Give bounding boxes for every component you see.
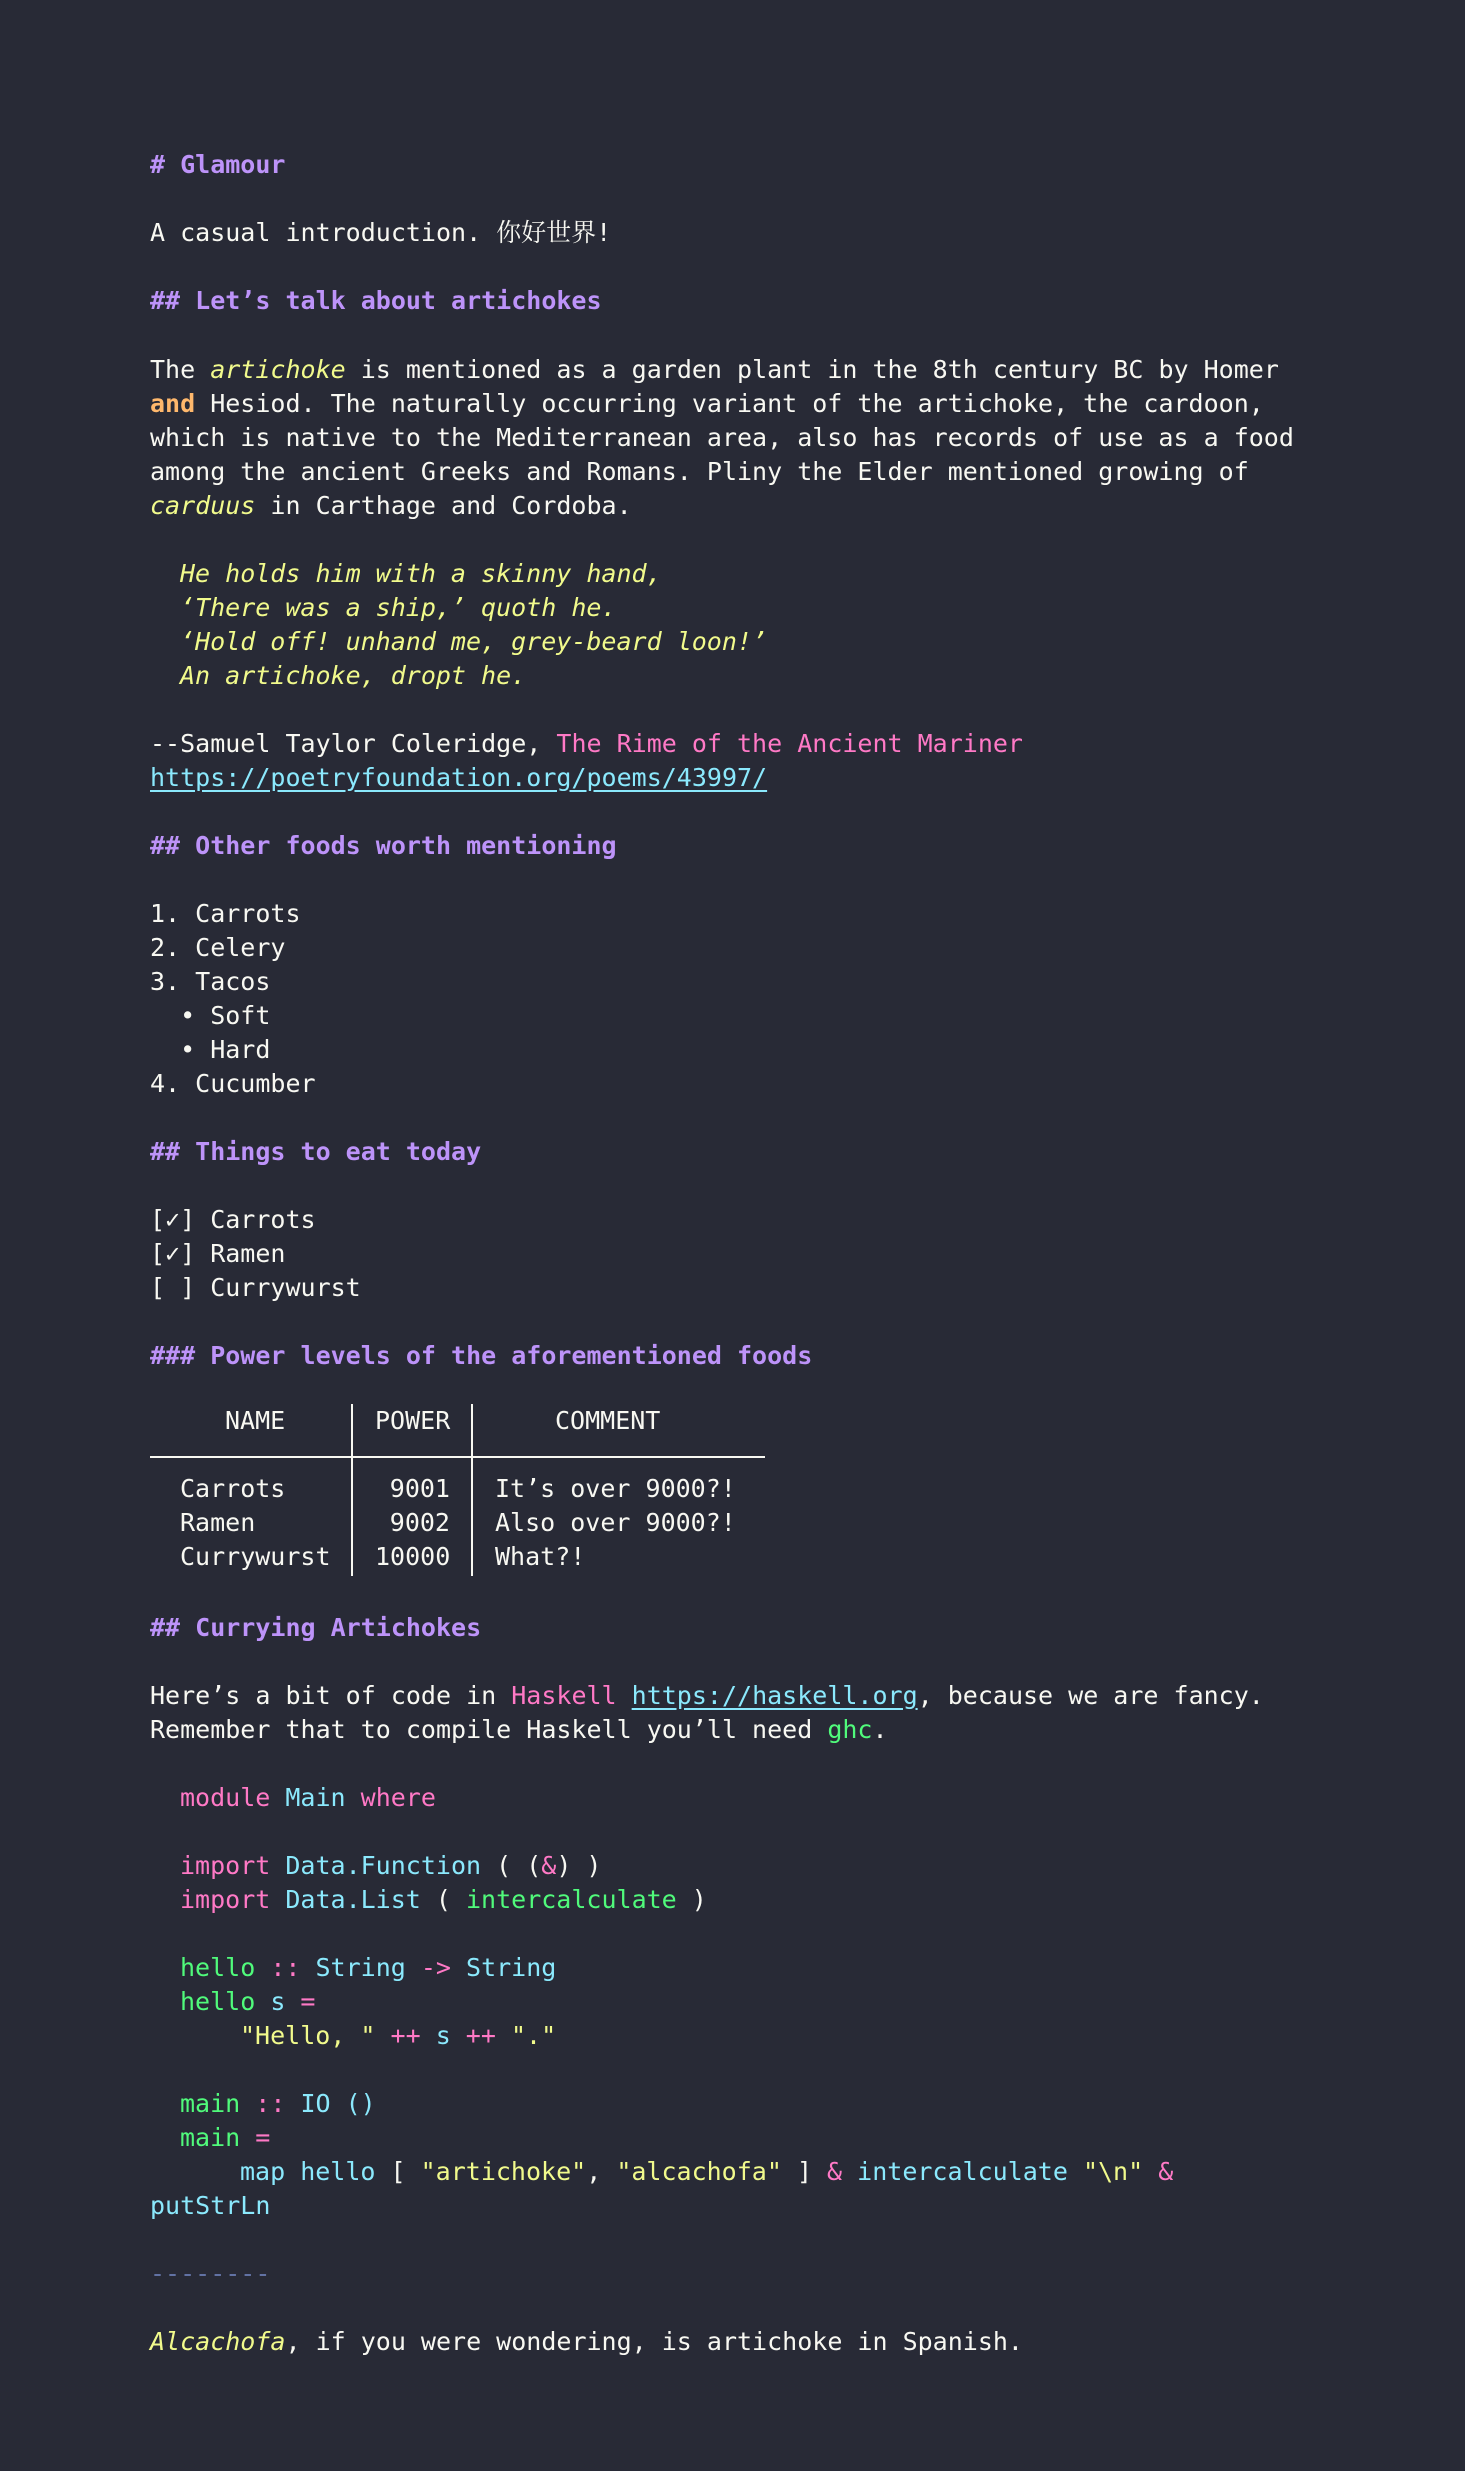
intro-text: A casual introduction. 你好世界! xyxy=(150,218,612,247)
paragraph-line-4: among the ancient Greeks and Romans. Pliny the Elder mentioned growing of xyxy=(150,457,1249,486)
keyword: import xyxy=(180,1885,271,1914)
task-item: [ ] Currywurst xyxy=(150,1273,361,1302)
punct: ( ( xyxy=(481,1851,542,1880)
table-cell: Carrots xyxy=(180,1474,286,1503)
code-line: putStrLn xyxy=(150,2191,271,2220)
haskell-link[interactable]: https://haskell.org xyxy=(631,1681,918,1710)
heading-other-foods: ## Other foods worth mentioning xyxy=(150,831,617,860)
text: The xyxy=(150,355,211,384)
operator: & xyxy=(541,1851,557,1880)
operator: -> xyxy=(405,1953,467,1982)
punct: [ xyxy=(375,2157,421,2186)
work-title: The Rime of the Ancient Mariner xyxy=(556,729,1023,758)
type: String xyxy=(466,1953,557,1982)
list-item: 1. Carrots xyxy=(150,899,301,928)
haskell-word: Haskell xyxy=(511,1681,617,1710)
code-line xyxy=(180,2121,270,2155)
text: , because we are fancy. xyxy=(917,1681,1264,1710)
attribution xyxy=(150,727,1023,761)
power-table xyxy=(150,1404,765,1576)
function-name: hello xyxy=(180,1953,256,1982)
poem-line: An artichoke, dropt he. xyxy=(180,661,527,690)
text: . xyxy=(872,1715,888,1744)
operator: = xyxy=(300,1987,316,2016)
table-header: COMMENT xyxy=(555,1406,661,1435)
type: IO () xyxy=(300,2089,376,2118)
heading-things-to-eat: ## Things to eat today xyxy=(150,1137,482,1166)
module-name: Data.List xyxy=(285,1885,421,1914)
table-cell: Ramen xyxy=(180,1508,256,1537)
type: String xyxy=(315,1953,406,1982)
operator: :: xyxy=(240,2089,301,2118)
code-line xyxy=(180,1883,707,1917)
list-item: 3. Tacos xyxy=(150,967,271,996)
text: , if you were wondering, is artichoke in Spanish. xyxy=(285,2327,1023,2356)
heading-power-levels: ### Power levels of the aforementioned foods xyxy=(150,1341,813,1370)
table-cell: What?! xyxy=(495,1542,586,1571)
column-divider xyxy=(471,1404,473,1576)
table-cell: Currywurst xyxy=(180,1542,331,1571)
table-cell: 10000 xyxy=(375,1542,451,1571)
code-line xyxy=(240,2155,1173,2189)
paragraph-line-5 xyxy=(150,489,632,523)
function-name: hello xyxy=(180,1987,256,2016)
code-line xyxy=(180,1951,556,1985)
list-item: • Soft xyxy=(150,1001,271,1030)
emphasis-alcachofa: Alcachofa xyxy=(150,2327,286,2356)
function-name: map xyxy=(240,2157,286,2186)
operator: & xyxy=(827,2157,843,2186)
code-line xyxy=(180,1781,436,1815)
list-item: 4. Cucumber xyxy=(150,1069,316,1098)
operator: :: xyxy=(255,1953,316,1982)
strong-and: and xyxy=(150,389,196,418)
string-literal: "artichoke" xyxy=(420,2157,587,2186)
punct: , xyxy=(586,2157,617,2186)
string-literal: "\n" xyxy=(1082,2157,1144,2186)
text: Remember that to compile Haskell you’ll need xyxy=(150,1715,828,1744)
paragraph-line-3: which is native to the Mediterranean area, also has records of use as a food xyxy=(150,423,1294,452)
table-cell: 9001 xyxy=(389,1474,450,1503)
text: Hesiod. The naturally occurring variant of the artichoke, the cardoon, xyxy=(195,389,1264,418)
function-name: intercalculate xyxy=(466,1885,677,1914)
table-cell: It’s over 9000?! xyxy=(495,1474,736,1503)
keyword: where xyxy=(360,1783,436,1812)
heading-currying: ## Currying Artichokes xyxy=(150,1613,482,1642)
module-name: Main xyxy=(285,1783,346,1812)
table-cell: 9002 xyxy=(389,1508,450,1537)
paragraph-line-1 xyxy=(150,353,1279,387)
text: is mentioned as a garden plant in the 8th century BC by Homer xyxy=(345,355,1279,384)
argument: s xyxy=(435,2021,451,2050)
poem-line: ‘Hold off! unhand me, grey-beard loon!’ xyxy=(180,627,767,656)
table-cell: Also over 9000?! xyxy=(495,1508,736,1537)
task-item: [✓] Carrots xyxy=(150,1205,316,1234)
closing-line xyxy=(150,2325,1023,2359)
function-name: main xyxy=(180,2123,241,2152)
punct: ] xyxy=(781,2157,828,2186)
code-line xyxy=(240,2019,556,2053)
task-item: [✓] Ramen xyxy=(150,1239,286,1268)
text: in Carthage and Cordoba. xyxy=(255,491,632,520)
haskell-paragraph-line-2 xyxy=(150,1713,888,1747)
code-line xyxy=(180,1849,601,1883)
poem-line: ‘There was a ship,’ quoth he. xyxy=(180,593,617,622)
punct: ) xyxy=(676,1885,707,1914)
author: --Samuel Taylor Coleridge, xyxy=(150,729,557,758)
paragraph-line-2 xyxy=(150,387,1264,421)
text: Here’s a bit of code in xyxy=(150,1681,512,1710)
header-divider xyxy=(150,1456,765,1458)
code-line xyxy=(180,2087,376,2121)
attribution-link-row xyxy=(150,761,767,795)
table-header: POWER xyxy=(375,1406,451,1435)
list-item: • Hard xyxy=(150,1035,271,1064)
argument: s xyxy=(255,1987,301,2016)
haskell-paragraph-line-1 xyxy=(150,1679,1264,1713)
list-item: 2. Celery xyxy=(150,933,286,962)
operator: ++ xyxy=(450,2021,511,2050)
operator: = xyxy=(240,2123,271,2152)
horizontal-rule: -------- xyxy=(150,2259,271,2288)
operator: & xyxy=(1143,2157,1174,2186)
keyword: import xyxy=(180,1851,271,1880)
function-name: hello xyxy=(285,2157,376,2186)
heading-artichokes: ## Let’s talk about artichokes xyxy=(150,286,602,315)
function-name: intercalculate xyxy=(842,2157,1083,2186)
function-name: main xyxy=(180,2089,241,2118)
string-literal: "Hello, " xyxy=(240,2021,376,2050)
punct: ) ) xyxy=(556,1851,602,1880)
emphasis-carduus: carduus xyxy=(150,491,256,520)
keyword: module xyxy=(180,1783,271,1812)
text xyxy=(617,1681,632,1710)
string-literal: "." xyxy=(510,2021,557,2050)
punct: ( xyxy=(420,1885,466,1914)
code-line xyxy=(180,1985,315,2019)
ghc-code: ghc xyxy=(827,1715,873,1744)
column-divider xyxy=(351,1404,353,1576)
emphasis-artichoke: artichoke xyxy=(210,355,346,384)
heading-glamour: # Glamour xyxy=(150,150,286,179)
module-name: Data.Function xyxy=(285,1851,482,1880)
table-header: NAME xyxy=(225,1406,286,1435)
poem-line: He holds him with a skinny hand, xyxy=(180,559,662,588)
operator: ++ xyxy=(375,2021,436,2050)
poetry-link[interactable]: https://poetryfoundation.org/poems/43997/ xyxy=(150,763,768,792)
string-literal: "alcachofa" xyxy=(616,2157,782,2186)
